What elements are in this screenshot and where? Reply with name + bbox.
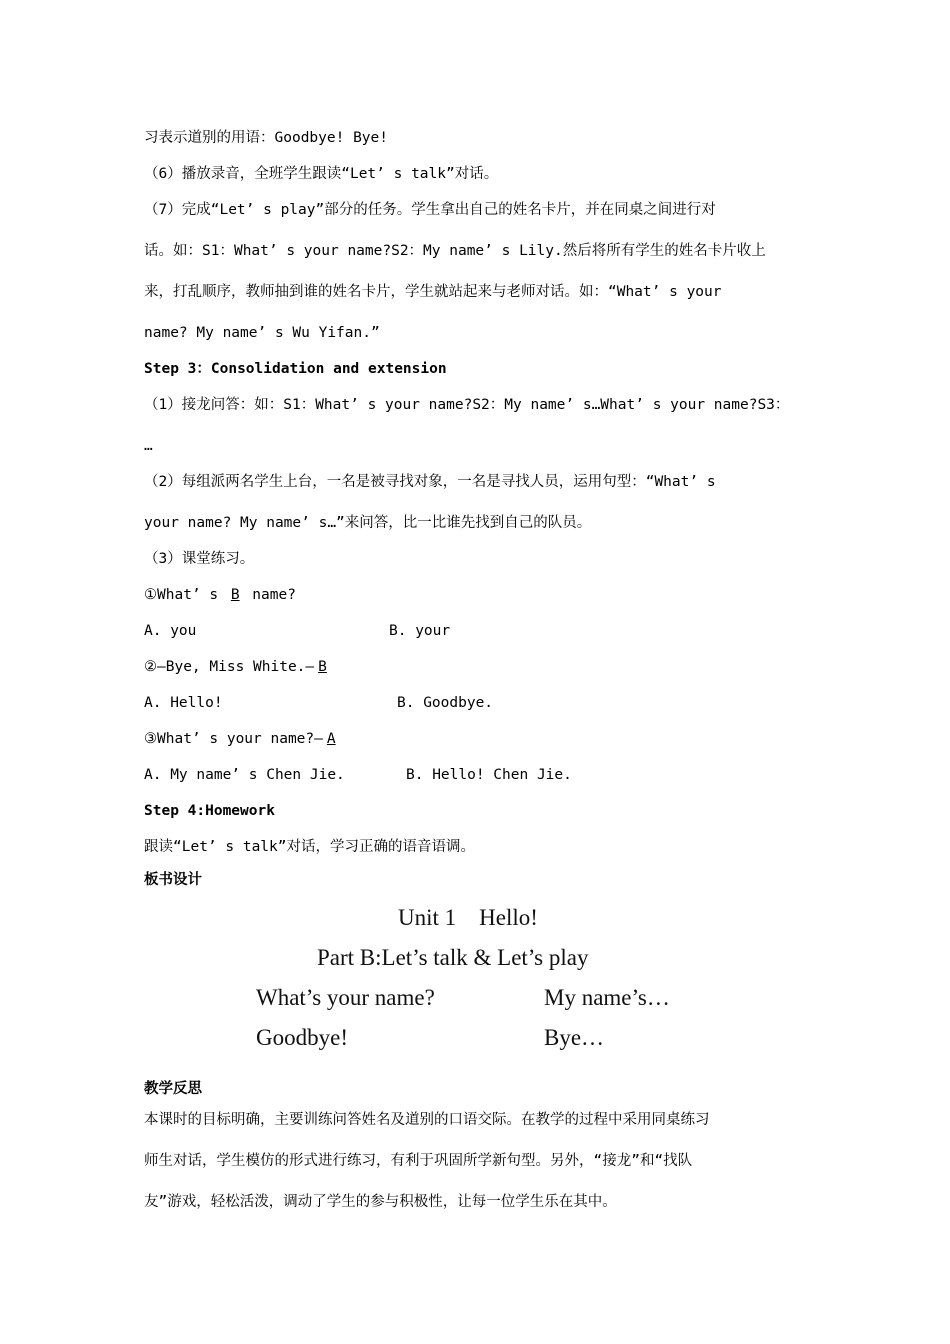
board-question: What’s your name? <box>256 985 435 1010</box>
option-b: B. Goodbye. <box>397 695 494 711</box>
step3-heading: Step 3：Consolidation and extension <box>144 361 447 377</box>
paragraph-line: your name? My name’ s…”来问答，比一比谁先找到自己的队员。 <box>144 515 592 531</box>
exercise-answer: B <box>230 587 240 603</box>
paragraph-line: （2）每组派两名学生上台，一名是被寻找对象，一名是寻找人员，运用句型：“What’ s <box>144 474 716 490</box>
option-a: A. My name’ s Chen Jie. <box>144 767 345 783</box>
step4-heading: Step 4:Homework <box>144 803 275 819</box>
reflection-heading: 教学反思 <box>144 1081 202 1097</box>
paragraph-line: 本课时的目标明确，主要训练问答姓名及道别的口语交际。在教学的过程中采用同桌练习 <box>144 1112 710 1128</box>
exercise-answer: B <box>318 659 327 675</box>
board-title: Unit 1 Hello! <box>398 905 538 930</box>
paragraph-line: 友”游戏，轻松活泼，调动了学生的参与积极性，让每一位学生乐在其中。 <box>144 1194 617 1210</box>
exercise-question: ③What’ s your name?— A <box>144 729 340 749</box>
board-subtitle: Part B:Let’s talk & Let’s play <box>317 945 589 970</box>
paragraph-line: 来，打乱顺序，教师抽到谁的姓名卡片，学生就站起来与老师对话。如：“What’ s your <box>144 284 722 300</box>
paragraph-line: … <box>144 438 153 454</box>
paragraph-line: 跟读“Let’ s talk”对话，学习正确的语音语调。 <box>144 839 475 855</box>
exercise-question: ②—Bye, Miss White.— B <box>144 657 331 677</box>
board-answer: Bye… <box>544 1025 605 1050</box>
paragraph-line: name? My name’ s Wu Yifan.” <box>144 325 380 341</box>
option-a: A. Hello! <box>144 695 223 711</box>
paragraph-line: 习表示道别的用语：Goodbye! Bye! <box>144 130 388 146</box>
paragraph-line: （6）播放录音，全班学生跟读“Let’ s talk”对话。 <box>144 166 499 182</box>
exercise-options <box>144 765 584 785</box>
paragraph-line: （1）接龙问答：如：S1：What’ s your name?S2：My name’ s…What’ s your name?S3： <box>144 397 790 413</box>
option-a: A. you <box>144 623 197 639</box>
exercise-answer: A <box>326 731 336 747</box>
option-b: B. Hello! Chen Jie. <box>406 767 572 783</box>
exercise-question: ①What’ s B name? <box>144 587 296 603</box>
paragraph-line: 师生对话，学生模仿的形式进行练习，有利于巩固所学新句型。另外，“接龙”和“找队 <box>144 1153 693 1169</box>
paragraph-line: （3）课堂练习。 <box>144 551 255 567</box>
board-question: Goodbye! <box>256 1025 348 1050</box>
exercise-options <box>144 621 564 641</box>
option-b: B. your <box>389 623 451 639</box>
board-heading: 板书设计 <box>144 872 202 888</box>
exercise-options <box>144 693 564 713</box>
paragraph-line: 话。如：S1：What’ s your name?S2：My name’ s Lily.然后将所有学生的姓名卡片收上 <box>144 243 766 259</box>
paragraph-line: （7）完成“Let’ s play”部分的任务。学生拿出自己的姓名卡片，并在同桌之间进行对 <box>144 202 716 218</box>
board-answer: My name’s… <box>544 985 670 1010</box>
